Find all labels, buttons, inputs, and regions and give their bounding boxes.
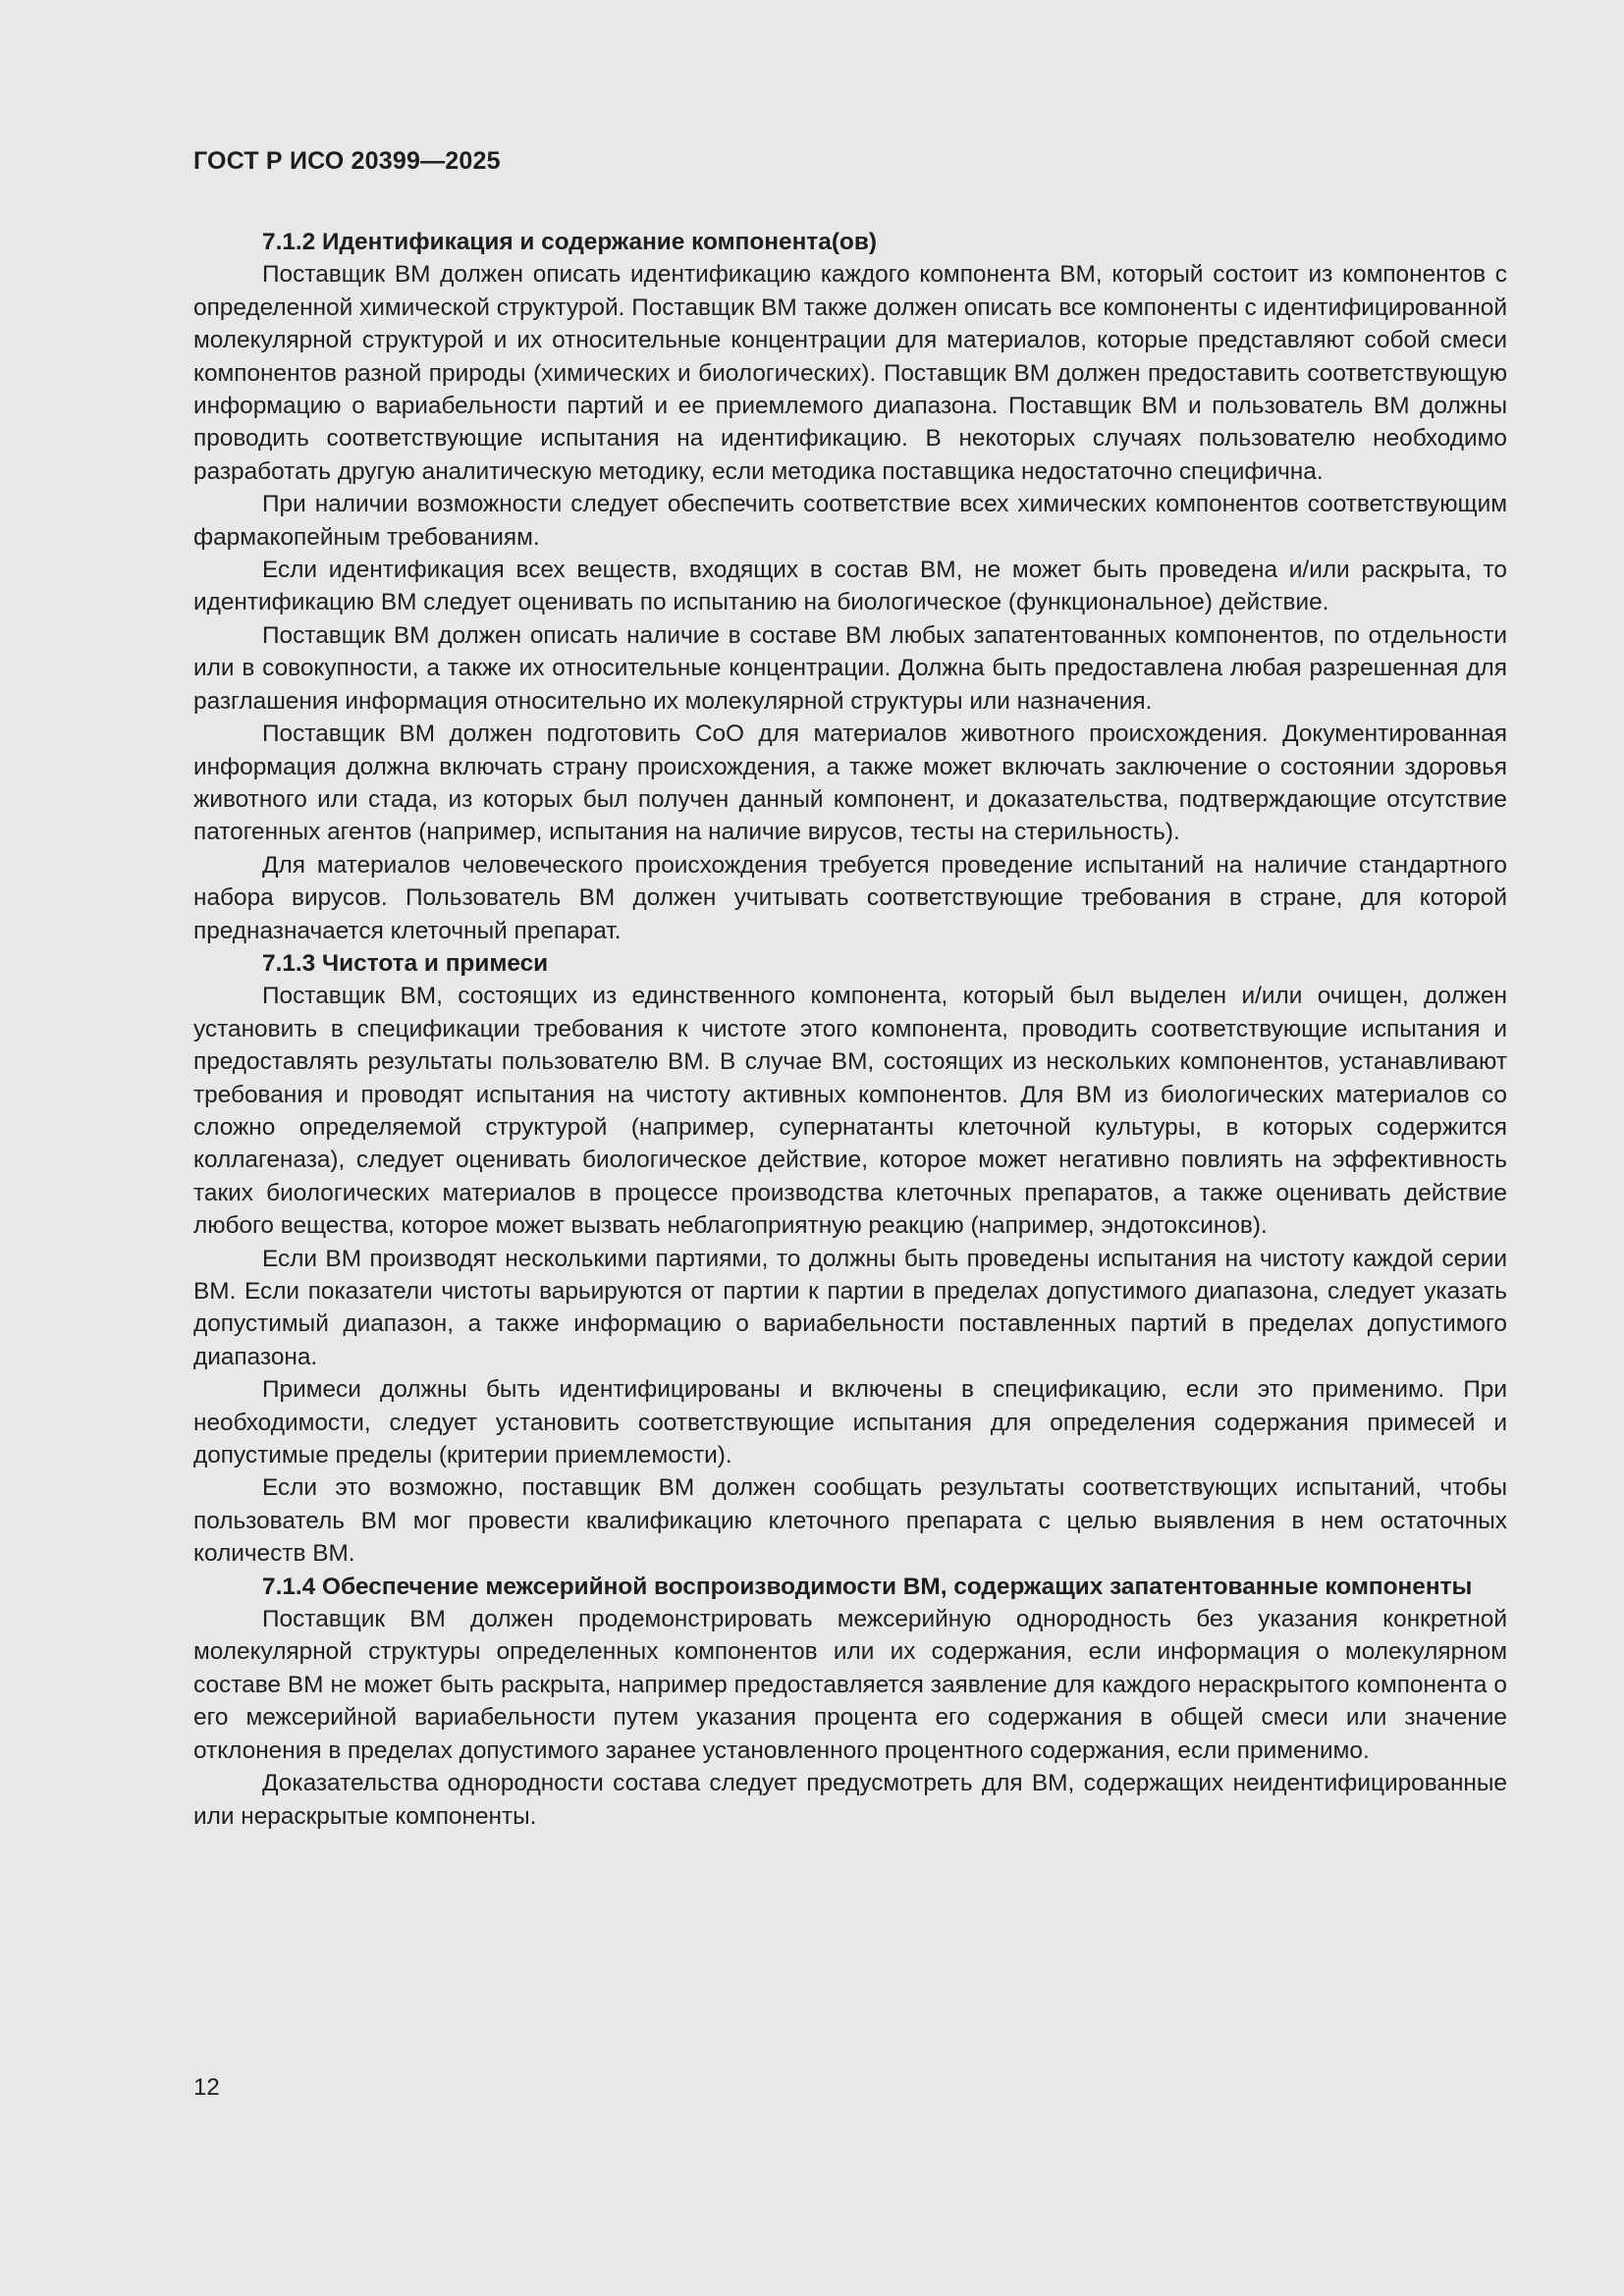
paragraph: Если идентификация всех веществ, входящих в состав ВМ, не может быть проведена и/или раскрыта, то идентификацию ВМ следует оценивать по испытанию на биологическое (функциональное) действие.: [193, 557, 1507, 616]
section-heading-7-1-4: 7.1.4 Обеспечение межсерийной воспроизводимости ВМ, содержащих запатентованные компоненты: [262, 1573, 1473, 1600]
paragraph: Если ВМ производят несколькими партиями, то должны быть проведены испытания на чистоту каждой серии ВМ. Если показатели чистоты варьируются от партии к партии в пределах допустимого диапазона, следует указать допустимый диапазон, а также информацию о вариабельности поставленных партий в пределах допустимого диапазона.: [193, 1245, 1507, 1370]
paragraph: Поставщик ВМ должен продемонстрировать межсерийную однородность без указания конкретной молекулярной структуры определенных компонентов или их содержания, если информация о молекулярном составе ВМ не может быть раскрыта, например предоставляется заявление для каждого нераскрытого компонента о его межсерийной вариабельности путем указания процента его содержания в общей смеси или значение отклонения в пределах допустимого заранее установленного процентного содержания, если применимо.: [193, 1606, 1507, 1764]
paragraph: Поставщик ВМ, состоящих из единственного компонента, который был выделен и/или очищен, должен установить в спецификации требования к чистоте этого компонента, проводить соответствующие испытания и предоставлять результаты пользователю ВМ. В случае ВМ, состоящих из нескольких компонентов, устанавливают требования и проводят испытания на чистоту активных компонентов. Для ВМ из биологических материалов со сложно определяемой структурой (например, супернатанты клеточной культуры, в которых содержится коллагеназа), следует оценивать биологическое действие, которое может негативно повлиять на эффективность таких биологических материалов в процессе производства клеточных препаратов, а также оценивать действие любого вещества, которое может вызвать неблагоприятную реакцию (например, эндотоксинов).: [193, 983, 1507, 1240]
document-body: [193, 226, 1507, 1833]
paragraph: Поставщик ВМ должен подготовить СоО для материалов животного происхождения. Документированная информация должна включать страну происхождения, а также может включать заключение о состоянии здоровья животного или стада, из которых был получен данный компонент, и доказательства, подтверждающие отсутствие патогенных агентов (например, испытания на наличие вирусов, тесты на стерильность).: [193, 721, 1507, 846]
paragraph: Поставщик ВМ должен описать идентификацию каждого компонента ВМ, который состоит из компонентов с определенной химической структурой. Поставщик ВМ также должен описать все компоненты с идентифицированной молекулярной структурой и их относительные концентрации для материалов, которые представляют собой смеси компонентов разной природы (химических и биологических). Поставщик ВМ должен предоставить соответствующую информацию о вариабельности партий и ее приемлемого диапазона. Поставщик ВМ и пользователь ВМ должны проводить соответствующие испытания на идентификацию. В некоторых случаях пользователю необходимо разработать другую аналитическую методику, если методика поставщика недостаточно специфична.: [193, 261, 1507, 485]
paragraph: При наличии возможности следует обеспечить соответствие всех химических компонентов соответствующим фармакопейным требованиям.: [193, 491, 1507, 551]
section-heading-7-1-2: 7.1.2 Идентификация и содержание компонента(ов): [262, 229, 877, 255]
standard-header: ГОСТ Р ИСО 20399—2025: [193, 147, 501, 175]
page-number: 12: [193, 2074, 220, 2101]
section-heading-7-1-3: 7.1.3 Чистота и примеси: [262, 949, 549, 977]
paragraph: Для материалов человеческого происхождения требуется проведение испытаний на наличие стандартного набора вирусов. Пользователь ВМ должен учитывать соответствующие требования в стране, для которой предназначается клеточный препарат.: [193, 851, 1507, 944]
paragraph: Доказательства однородности состава следует предусмотреть для ВМ, содержащих неидентифицированные или нераскрытые компоненты.: [193, 1770, 1507, 1830]
paragraph: Поставщик ВМ должен описать наличие в составе ВМ любых запатентованных компонентов, по отдельности или в совокупности, а также их относительные концентрации. Должна быть предоставлена любая разрешенная для разглашения информация относительно их молекулярной структуры или назначения.: [193, 621, 1507, 715]
paragraph: Если это возможно, поставщик ВМ должен сообщать результаты соответствующих испытаний, чтобы пользователь ВМ мог провести квалификацию клеточного препарата с целью выявления в нем остаточных количеств ВМ.: [193, 1474, 1507, 1568]
paragraph: Примеси должны быть идентифицированы и включены в спецификацию, если это применимо. При необходимости, следует установить соответствующие испытания для определения содержания примесей и допустимые пределы (критерии приемлемости).: [193, 1376, 1507, 1469]
